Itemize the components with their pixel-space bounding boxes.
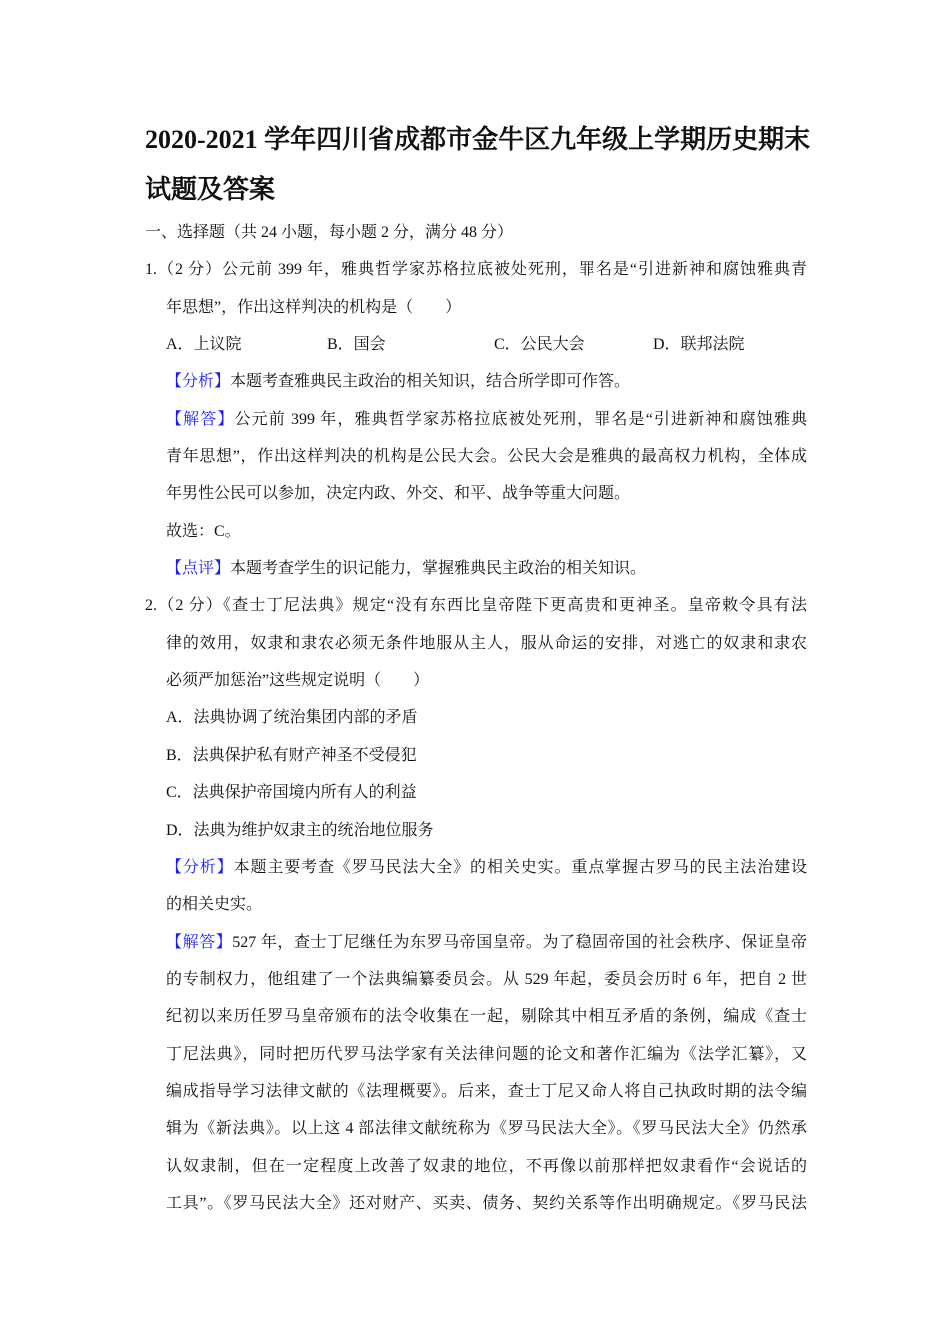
q2-answer-line: 纪初以来历任罗马皇帝颁布的法令收集在一起，剔除其中相互矛盾的条例，编成《查士 <box>166 1008 807 1026</box>
answer-text: 527 年，查士丁尼继任为东罗马帝国皇帝。为了稳固帝国的社会秩序、保证皇帝 <box>232 933 807 951</box>
comment-label: 【点评】 <box>166 560 231 578</box>
q1-options <box>166 326 807 363</box>
answer-label: 【解答】 <box>166 410 235 428</box>
q2-analysis-line: 的相关史实。 <box>166 896 263 914</box>
document-title <box>145 115 811 215</box>
q2-option-c: C．法典保护帝国境内所有人的利益 <box>166 784 417 802</box>
title-line-1: 2020-2021 学年四川省成都市金牛区九年级上学期历史期末 <box>145 125 811 154</box>
title-line-2: 试题及答案 <box>145 175 276 204</box>
q1-option-d: D．联邦法院 <box>653 336 745 354</box>
q2-answer <box>166 924 807 961</box>
q2-answer-line: 编成指导学习法律文献的《法理概要》。后来，查士丁尼又命人将自己执政时期的法令编 <box>166 1082 807 1100</box>
q1-option-a: A．上议院 <box>166 336 242 354</box>
q1-stem-line: 1.（2 分）公元前 399 年，雅典哲学家苏格拉底被处死刑，罪名是“引进新神和腐蚀雅典青 <box>145 261 807 279</box>
analysis-label: 【分析】 <box>166 858 234 876</box>
q1-analysis <box>166 363 807 400</box>
q1-choice: 故选：C。 <box>166 522 241 540</box>
comment-text: 本题考查学生的识记能力，掌握雅典民主政治的相关知识。 <box>230 560 647 578</box>
q2-option-b: B．法典保护私有财产神圣不受侵犯 <box>166 746 417 764</box>
analysis-text: 本题考查雅典民主政治的相关知识，结合所学即可作答。 <box>230 373 631 391</box>
q2-option-a: A．法典协调了统治集团内部的矛盾 <box>166 709 418 727</box>
analysis-label: 【分析】 <box>166 373 231 391</box>
question-2 <box>145 587 807 1222</box>
q1-option-c: C．公民大会 <box>494 336 585 354</box>
document-body <box>145 214 807 1222</box>
q2-analysis <box>166 849 807 886</box>
answer-text: 公元前 399 年，雅典哲学家苏格拉底被处死刑，罪名是“引进新神和腐蚀雅典 <box>234 410 807 428</box>
q2-stem-line: 律的效用，奴隶和隶农必须无条件地服从主人，服从命运的安排，对逃亡的奴隶和隶农 <box>166 634 807 652</box>
q1-option-b: B．国会 <box>327 336 386 354</box>
section-heading: 一、选择题（共 24 小题，每小题 2 分，满分 48 分） <box>145 224 514 241</box>
q2-answer-line: 的专制权力，他组建了一个法典编纂委员会。从 529 年起，委员会历时 6 年，把自 2 世 <box>166 970 807 988</box>
q2-stem-line: 必须严加惩治”这些规定说明（ ） <box>166 672 430 690</box>
q1-stem-line: 年思想”，作出这样判决的机构是（ ） <box>166 298 462 316</box>
question-1 <box>145 251 807 587</box>
q1-comment <box>166 550 807 587</box>
q2-answer-line: 认奴隶制，但在一定程度上改善了奴隶的地位，不再像以前那样把奴隶看作“会说话的 <box>166 1157 807 1175</box>
q2-answer-line: 丁尼法典》，同时把历代罗马法学家有关法律问题的论文和著作汇编为《法学汇纂》，又 <box>166 1045 807 1063</box>
q1-answer-line: 青年思想”，作出这样判决的机构是公民大会。公民大会是雅典的最高权力机构，全体成 <box>166 448 807 466</box>
q2-answer-line: 工具”。《罗马民法大全》还对财产、买卖、债务、契约关系等作出明确规定。《罗马民法 <box>166 1194 807 1212</box>
q1-answer-line: 年男性公民可以参加，决定内政、外交、和平、战争等重大问题。 <box>166 485 631 503</box>
q2-stem-line: 2.（2 分）《查士丁尼法典》规定“没有东西比皇帝陛下更高贵和更神圣。皇帝敕令具有法 <box>145 597 807 615</box>
q2-option-d: D．法典为维护奴隶主的统治地位服务 <box>166 821 434 839</box>
q2-answer-line: 辑为《新法典》。以上这 4 部法律文献统称为《罗马民法大全》。《罗马民法大全》仍然承 <box>166 1120 807 1138</box>
q1-answer <box>166 401 807 438</box>
answer-label: 【解答】 <box>166 933 233 951</box>
analysis-text: 本题主要考查《罗马民法大全》的相关史实。重点掌握古罗马的民主法治建设 <box>233 858 807 876</box>
